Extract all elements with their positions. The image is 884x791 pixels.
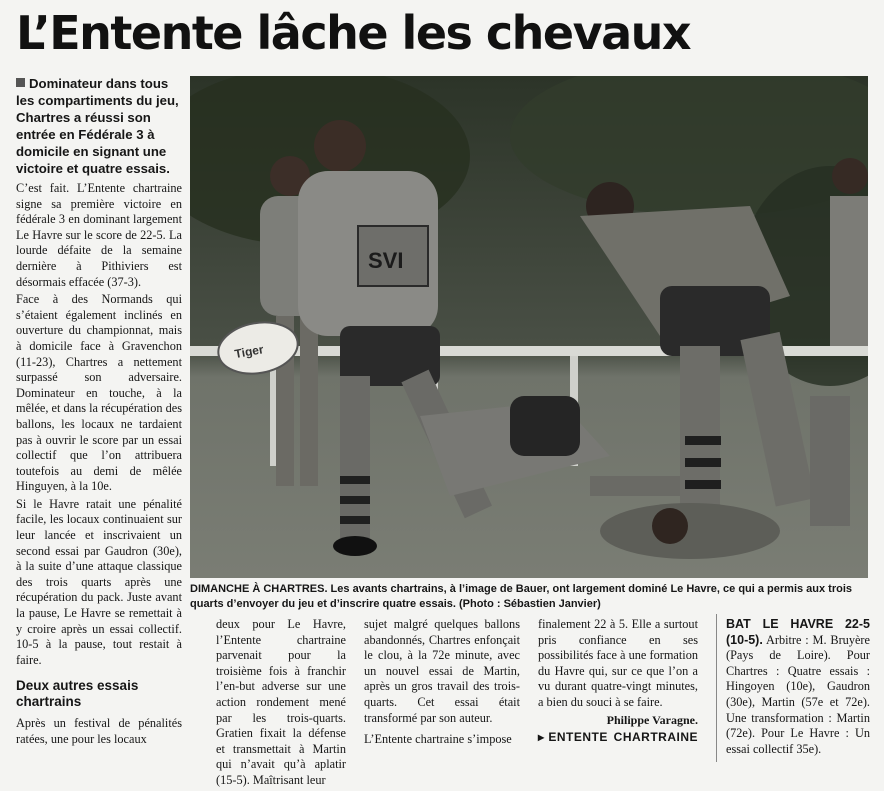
caption-text: Les avants chartrains, à l’image de Bauer, ont largement dominé Le Havre, ce qui a permis aux trois quarts d’envoyer du jeu et d’inscrire quatre essais. (Photo : Sébastien Janvier) [190,583,853,610]
photo-caption [190,582,880,612]
result-title: BAT LE HAVRE 22-5 (10-5). [726,617,870,647]
rubric-left: ENTENTE [548,729,608,744]
jersey-text: SVI [368,248,404,273]
body-paragraph-3: Si le Havre ratait une pénalité facile, les locaux continuaient sur leur lancée et inscrivaient un second essai par Gaudron (30e), à la suite d’une attaque classique des trois quarts après une récupération du pack. Juste avant la pause, Le Havre se remettait à y croire après un essai collectif. 10-5 à la pause, tout restait à faire. [16,496,182,667]
headline: L’Entente lâche les chevaux [16,6,691,60]
body-paragraph-c3b: L’Entente chartraine s’impose [364,732,512,747]
author-signature: Philippe Varagne. [606,712,698,727]
body-column-2 [216,617,346,791]
body-paragraph-4: Après un festival de pénalités ratées, une pour les locaux [16,716,182,746]
subheading: Deux autres essais chartrains [16,678,139,710]
body-paragraph-2: Face à des Normands qui s’étaient également inclinés en ouverture du championnat, mais à domicile face à Gravenchon (11-23), Chartres a nettement surpassé son adversaire. Dominateur en touche, à la mêlée, et dans la récupération des ballons, les locaux ne tardaient pas à ouvrir le score par un essai collectif que l’on attribuera toutefois au demi de mêlée Hinguyen, à la 10e. [16,292,182,494]
body-paragraph-c2: deux pour Le Havre, l’Entente chartraine parvenait pour la troisième fois à franchir l’en-but adverse sur une action rondement mené par les trois-quarts. Gratien fixait la défense et transmettait à Martin qui n’avait qu’à aplatir (15-5). Maîtrisant leur [216,617,346,787]
body-paragraph-1: C’est fait. L’Entente chartraine signe sa première victoire en fédérale 3 en dominant largement Le Havre sur le score de 22-5. La lourde défaite de la semaine dernière à Pithiviers est désormais effacée (37-3). [16,181,182,289]
lead-paragraph [16,75,182,177]
body-paragraph-c4: finalement 22 à 5. Elle a surtout pris confiance en ses possibilités face à une formation du Havre qui, sur ce que l’on a vu durant quatre-vingt minutes, a bien du souci à se faire. [538,617,698,709]
rubric-right: CHARTRAINE [613,729,698,744]
result-text: Arbitre : M. Bruyère (Pays de Loire). Pour Chartres : Quatre essais : Hingoyen (10e), Gaudron (30e), Martin (57e et 72e). Une transformation : Martin (72e). Pour Le Havre : Un essai collectif 35e). [726,632,870,756]
rubric-arrow-icon: ▸ [538,729,545,744]
lead-column [16,75,182,750]
body-paragraph-c3a: sujet malgré quelques ballons abandonnés, Chartres enfonçait le clou, à la 72e minute, avec un nouvel essai de Martin, après un gros travail des trois-quarts. Cet essai était transformé par son auteur. [364,617,520,725]
body-column-4 [538,617,698,744]
bullet-square-icon [16,78,25,87]
column-divider [716,614,717,762]
caption-lead: DIMANCHE À CHARTRES. [190,583,328,595]
result-paragraph [726,617,870,757]
body-column-3 [364,617,520,750]
rugby-photo [190,76,868,578]
rubric [538,730,698,744]
ball-brand-text: Tiger [233,342,265,362]
result-box [726,617,870,759]
rugby-photo-illustration [190,76,868,578]
lead-text: Dominateur dans tous les compartiments du jeu, Chartres a réussi son entrée en Fédérale 3 à domicile en signant une victoire et quatre essais. [16,76,179,176]
